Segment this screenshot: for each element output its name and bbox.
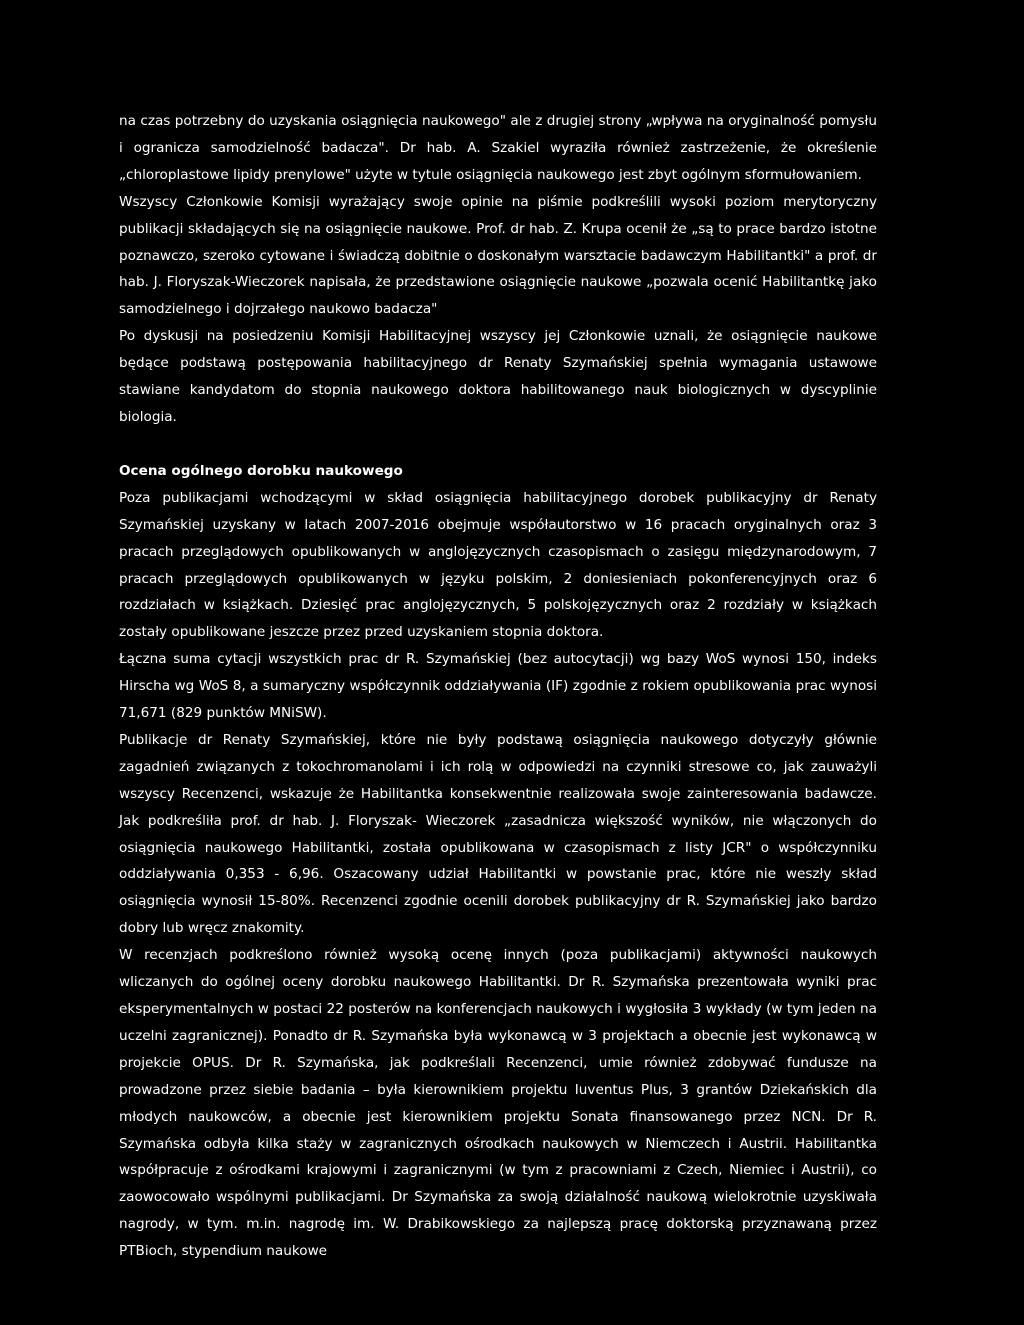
paragraph-other-publications: Publikacje dr Renaty Szymańskiej, które nie były podstawą osiągnięcia naukowego dotyczyły głównie zagadnień związanych z tokochromanolami i ich rolą w odpowiedzi na czynniki stresowe co, jak zauważyli wszyscy Recenzenci, wskazuje że Habilitantka konsekwentnie realizowała swoje zainteresowania badawcze. Jak podkreśliła prof. dr hab. J. Floryszak- Wieczorek „zasadnicza większość wyników, nie włączonych do osiągnięcia naukowego Habilitantki, została opublikowana w czasopismach z listy JCR" o współczynniku oddziaływania 0,353 - 6,96. Oszacowany udział Habilitantki w powstanie prac, które nie weszły skład osiągnięcia wynosił 15-80%. Recenzenci zgodnie ocenili dorobek publikacyjny dr R. Szymańskiej jako bardzo dobry lub wręcz znakomity. xyxy=(119,731,877,937)
document-page xyxy=(119,108,877,1265)
paragraph-citation-metrics: Łączna suma cytacji wszystkich prac dr R. Szymańskiej (bez autocytacji) wg bazy WoS wynosi 150, indeks Hirscha wg WoS 8, a sumaryczny współczynnik oddziaływania (IF) zgodnie z rokiem opublikowania prac wynosi 71,671 (829 punktów MNiSW). xyxy=(119,651,877,722)
paragraph-committee-conclusion: Po dyskusji na posiedzeniu Komisji Habilitacyjnej wszyscy jej Członkowie uznali, że osiągnięcie naukowe będące podstawą postępowania habilitacyjnego dr Renaty Szymańskiej spełnia wymagania ustawowe stawiane kandydatom do stopnia naukowego doktora habilitowanego nauk biologicznych w dyscyplinie biologia. xyxy=(119,328,877,425)
section-heading: Ocena ogólnego dorobku naukowego xyxy=(119,462,403,479)
paragraph-szakiel-remarks: na czas potrzebny do uzyskania osiągnięcia naukowego" ale z drugiej strony „wpływa na oryginalność pomysłu i ogranicza samodzielność badacza". Dr hab. A. Szakiel wyraziła również zastrzeżenie, że określenie „chloroplastowe lipidy prenylowe" użyte w tytule osiągnięcia naukowego jest zbyt ogólnym sformułowaniem. xyxy=(119,113,877,183)
paragraph-committee-opinions: Wszyscy Członkowie Komisji wyrażający swoje opinie na piśmie podkreślili wysoki poziom merytoryczny publikacji składających się na osiągnięcie naukowe. Prof. dr hab. Z. Krupa ocenił że „są to prace bardzo istotne poznawczo, szeroko cytowane i świadczą dobitnie o doskonałym warsztacie badawczym Habilitantki" a prof. dr hab. J. Floryszak-Wieczorek napisała, że przedstawione osiągnięcie naukowe „pozwala ocenić Habilitantkę jako samodzielnego i dojrzałego naukowo badacza" xyxy=(119,193,877,318)
paragraph-other-activities: W recenzjach podkreślono również wysoką ocenę innych (poza publikacjami) aktywności naukowych wliczanych do ogólnej oceny dorobku naukowego Habilitantki. Dr R. Szymańska prezentowała wyniki prac eksperymentalnych w postaci 22 posterów na konferencjach naukowych i wygłosiła 3 wykłady (w tym jeden na uczelni zagranicznej). Ponadto dr R. Szymańska była wykonawcą w 3 projektach a obecnie jest wykonawcą w projekcie OPUS. Dr R. Szymańska, jak podkreślali Recenzenci, umie również zdobywać fundusze na prowadzone przez siebie badania – była kierownikiem projektu Iuventus Plus, 3 grantów Dziekańskich dla młodych naukowców, a obecnie jest kierownikiem projektu Sonata finansowanego przez NCN. Dr R. Szymańska odbyła kilka staży w zagranicznych ośrodkach naukowych w Niemczech i Austrii. Habilitantka współpracuje z ośrodkami krajowymi i zagranicznymi (w tym z pracowniami z Czech, Niemiec i Austrii), co zaowocowało wspólnymi publikacjami. Dr Szymańska za swoją działalność naukową wielokrotnie uzyskiwała nagrody, w tym. m.in. nagrodę im. W. Drabikowskiego za najlepszą pracę doktorską przyznawaną przez PTBioch, stypendium naukowe xyxy=(119,947,877,1260)
paragraph-spacer xyxy=(119,431,877,458)
paragraph-publication-record: Poza publikacjami wchodzącymi w skład osiągnięcia habilitacyjnego dorobek publikacyjny dr Renaty Szymańskiej uzyskany w latach 2007-2016 obejmuje współautorstwo w 16 pracach oryginalnych oraz 3 pracach przeglądowych opublikowanych w anglojęzycznych czasopismach o zasięgu międzynarodowym, 7 pracach przeglądowych opublikowanych w języku polskim, 2 doniesieniach pokonferencyjnych oraz 6 rozdziałach w książkach. Dziesięć prac anglojęzycznych, 5 polskojęzycznych oraz 2 rozdziały w książkach zostały opublikowane jeszcze przez przed uzyskaniem stopnia doktora. xyxy=(119,489,877,641)
